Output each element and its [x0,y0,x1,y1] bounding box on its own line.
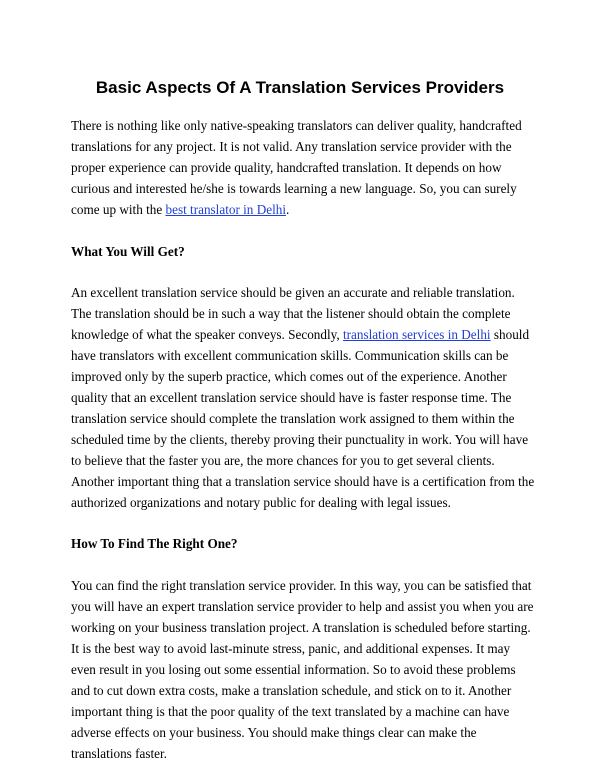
section-heading-what-you-will-get: What You Will Get? [71,243,185,259]
section-1-text-1: An excellent translation service should be given an accurate and reliable translation. The translation should be in such a way that the listener should obtain the complete knowledge of what the speaker conveys. Secondly, [71,285,515,343]
intro-paragraph [71,116,537,221]
spacer [71,555,537,576]
spacer [71,262,537,283]
document-title: Basic Aspects Of A Translation Services Providers [95,78,505,97]
section-2-paragraph: You can find the right translation service provider. In this way, you can be satisfied that you will have an expert translation service provider to help and assist you when you are working on your business translation project. A translation is scheduled before starting. It is the best way to avoid last-minute stress, panic, and additional expenses. It may even result in you losing out some essential information. So to avoid these problems and to cut down extra costs, make a translation schedule, and stick on to it. Another important thing is that the poor quality of the text translated by a machine can have adverse effects on your business. You should make things clear can make the translations faster. [71,578,534,761]
best-translator-link[interactable]: best translator in Delhi [165,201,286,217]
document-body [71,116,537,764]
section-heading-how-to-find: How To Find The Right One? [71,536,238,552]
section-1-text-2: should have translators with excellent communication skills. Communication skills can be improved only by the superb practice, which comes out of the experience. Another quality that an excellent translation service should have is faster response time. The translation service should complete the translation work assigned to them within the scheduled time by the clients, thereby proving their punctuality in work. You will have to believe that the faster you are, the more chances for you to get several clients. Another important thing that a translation service should have is a certification from the authorized organizations and notary public for dealing with legal issues. [71,327,535,510]
section-1-paragraph [71,283,537,513]
spacer [71,221,537,242]
intro-text-1: There is nothing like only native-speaking translators can deliver quality, handcrafted translations for any project. It is not valid. Any translation service provider with the proper experience can provide quality, handcrafted translation. It depends on how curious and interested he/she is towards learning a new language. So, you can surely come up with the [71,118,522,217]
spacer [71,513,537,534]
intro-text-2: . [286,201,290,217]
translation-services-link[interactable]: translation services in Delhi [342,327,491,343]
